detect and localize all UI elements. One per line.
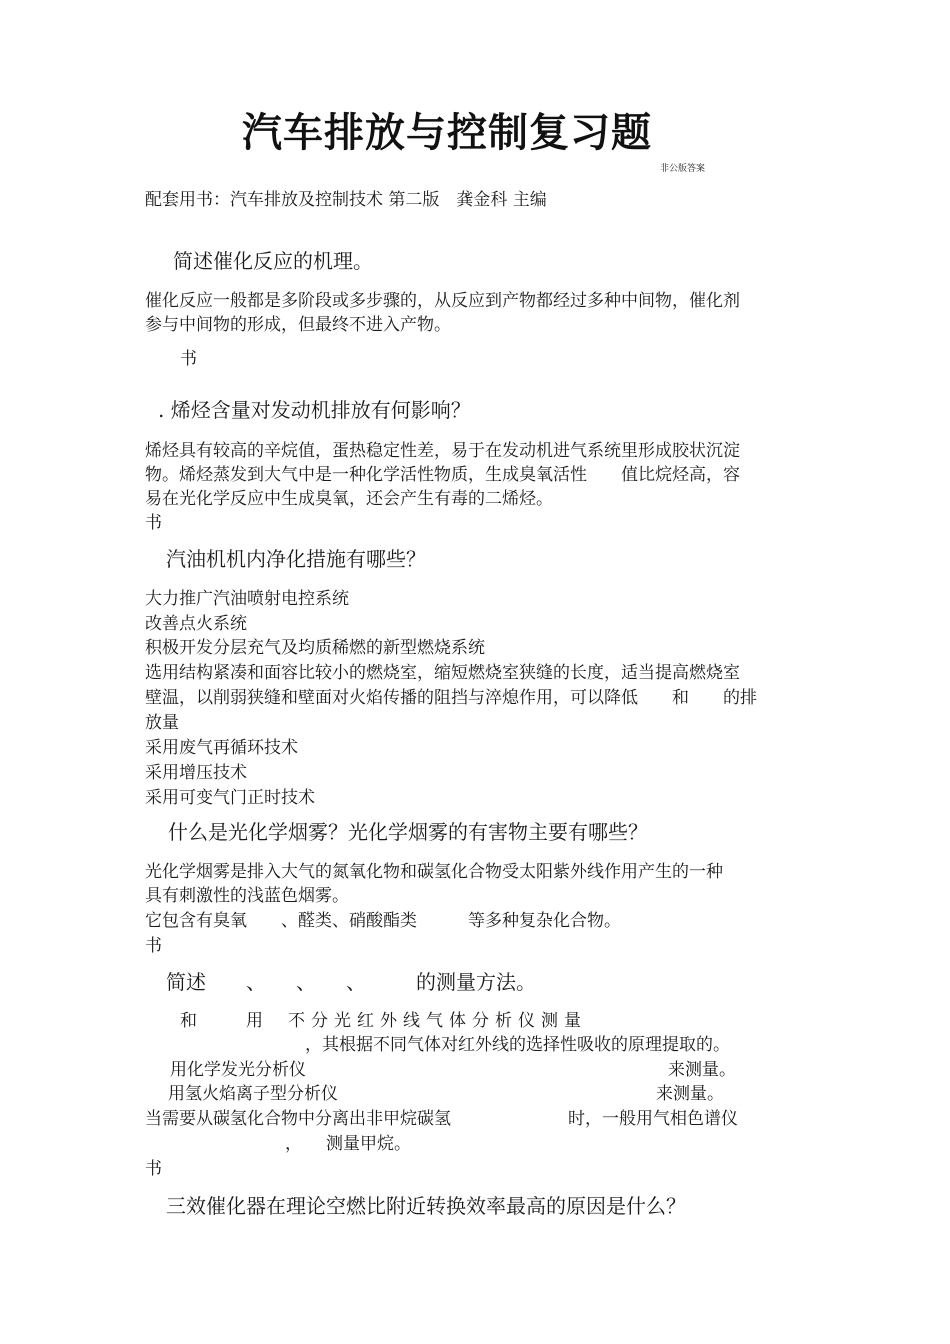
answer-5-principle: ，其根据不同气体对红外线的选择性吸收的原理提取的。 <box>305 1035 730 1055</box>
section-1-mark: 书 <box>180 349 197 369</box>
answer-2-line-3: 易在光化学反应中生成臭氧，还会产生有毒的二烯烃。 <box>145 489 553 509</box>
answer-5-ndir: 不分光红外线气体分析仪测量 <box>288 1011 587 1031</box>
answer-3-line-8: 采用增压技术 <box>145 763 247 783</box>
answer-5-co-hc: 和 <box>180 1011 197 1031</box>
unofficial-answer-note: 非公版答案 <box>660 164 706 174</box>
question-2: . 烯烃含量对发动机排放有何影响？ <box>158 398 471 422</box>
answer-5-gc: 时，一般用气相色谱仪 <box>568 1109 738 1129</box>
document-title: 汽车排放与控制复习题 <box>242 110 652 156</box>
answer-3-line-6: 放量 <box>145 713 179 733</box>
answer-3-line-4: 选用结构紧凑和面容比较小的燃烧室，缩短燃烧室狭缝的长度，适当提高燃烧室 <box>145 663 740 683</box>
section-5-mark: 书 <box>145 1159 162 1179</box>
answer-5-fid: 用氢火焰离子型分析仪 <box>168 1084 338 1104</box>
answer-4-line-2: 具有刺激性的浅蓝色烟雾。 <box>145 886 349 906</box>
question-1: 简述催化反应的机理。 <box>173 249 373 273</box>
answer-5-fid-measure: 来测量。 <box>656 1084 724 1104</box>
answer-5-methane: 测量甲烷。 <box>326 1134 411 1154</box>
question-6: 三效催化器在理论空燃比附近转换效率最高的原因是什么？ <box>166 1194 686 1218</box>
answer-4-line-3: 它包含有臭氧 、醛类、硝酸酯类 等多种复杂化合物。 <box>145 911 621 931</box>
answer-3-line-5: 壁温，以削弱狭缝和壁面对火焰传播的阻挡与淬熄作用，可以降低 和 的排 <box>145 688 757 708</box>
question-5: 简述 、 、 、 的测量方法。 <box>166 970 536 994</box>
answer-2-line-2: 物。烯烃蒸发到大气中是一种化学活性物质，生成臭氧活性 值比烷烃高，容 <box>145 465 740 485</box>
answer-3-line-2: 改善点火系统 <box>145 614 247 634</box>
answer-2-line-1: 烯烃具有较高的辛烷值，蛋热稳定性差，易于在发动机进气系统里形成胶状沉淀 <box>145 441 740 461</box>
answer-3-line-3: 积极开发分层充气及均质稀燃的新型燃烧系统 <box>145 638 485 658</box>
reference-book-line: 配套用书：汽车排放及控制技术 第二版 龚金科 主编 <box>145 190 547 210</box>
answer-1-line-2: 参与中间物的形成，但最终不进入产物。 <box>145 315 451 335</box>
answer-5-clad-measure: 来测量。 <box>668 1060 736 1080</box>
answer-5-comma: ， <box>285 1134 302 1154</box>
answer-3-line-9: 采用可变气门正时技术 <box>145 788 315 808</box>
answer-1-line-1: 催化反应一般都是多阶段或多步骤的，从反应到产物都经过多种中间物，催化剂 <box>145 291 740 311</box>
question-4: 什么是光化学烟雾？光化学烟雾的有害物主要有哪些？ <box>168 820 648 844</box>
section-4-mark: 书 <box>145 936 162 956</box>
answer-5-use: 用 <box>246 1011 263 1031</box>
answer-5-nmhc: 当需要从碳氢化合物中分离出非甲烷碳氢 <box>145 1109 451 1129</box>
section-2-mark: 书 <box>145 513 162 533</box>
answer-5-clad: 用化学发光分析仪 <box>170 1060 306 1080</box>
answer-3-line-1: 大力推广汽油喷射电控系统 <box>145 589 349 609</box>
answer-4-line-1: 光化学烟雾是排入大气的氮氧化物和碳氢化合物受太阳紫外线作用产生的一种 <box>145 862 723 882</box>
question-3: 汽油机机内净化措施有哪些？ <box>166 547 426 571</box>
answer-3-line-7: 采用废气再循环技术 <box>145 738 298 758</box>
